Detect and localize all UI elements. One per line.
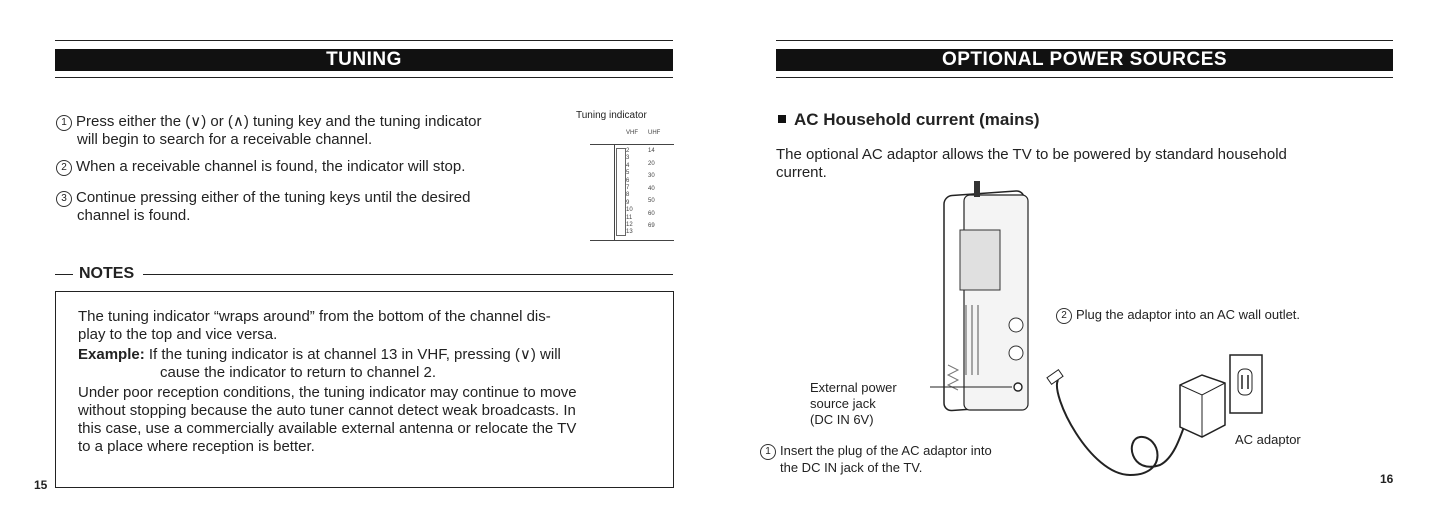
tuning-banner: TUNING (55, 49, 673, 71)
channel-label: 6 (626, 177, 630, 184)
notes-example: Example: If the tuning indicator is at channel 13 in VHF, pressing (∨) will cause the indicator to return to channel 2. (78, 346, 561, 381)
channel-label: 14 (648, 148, 655, 154)
notes-paragraph-2: Under poor reception conditions, the tuning indicator may continue to move without stopping because the auto tuner cannot detect weak broadcasts. In this case, use a commercially available external antenna or relocate the TV to a place where reception is better. (78, 384, 577, 455)
top-rule-left (55, 40, 673, 41)
ac-adaptor-icon (1180, 375, 1225, 437)
uhf-label: UHF (648, 130, 661, 136)
top-rule-right (776, 40, 1393, 41)
page-number-right: 16 (1380, 472, 1394, 486)
channel-label: 7 (626, 185, 630, 191)
example-label: Example: (78, 346, 145, 363)
channel-label: 2 (626, 148, 630, 154)
channel-label: 5 (626, 170, 630, 177)
channel-label: 10 (626, 207, 633, 214)
channel-label: 4 (626, 162, 630, 169)
channel-label: 13 (626, 229, 633, 236)
ac-adaptor-label: AC adaptor (1235, 432, 1301, 447)
step-number: 1 (56, 115, 72, 131)
banner-underline-right (776, 77, 1393, 78)
page-number-left: 15 (34, 478, 48, 492)
tuning-indicator-diagram (590, 128, 674, 242)
channel-label: 30 (648, 173, 655, 179)
step-2: 2 When a receivable channel is found, the indicator will stop. (56, 158, 576, 176)
step-1: 1 Press either the (∨) or (∧) tuning key and the tuning indicator will begin to search for a receivable channel. (56, 113, 576, 149)
notes-heading: NOTES (79, 265, 135, 282)
channel-label: 50 (648, 198, 655, 204)
banner-underline-left (55, 77, 673, 78)
channel-label: 9 (626, 199, 630, 206)
intro-text: The optional AC adaptor allows the TV to be powered by standard household current. (776, 146, 1287, 181)
power-sources-banner: OPTIONAL POWER SOURCES (776, 49, 1393, 71)
step-number: 3 (56, 191, 72, 207)
step-number: 2 (56, 160, 72, 176)
tv-device-icon (944, 181, 1028, 411)
power-cord-icon (1047, 370, 1195, 475)
channel-label: 60 (648, 210, 655, 217)
channel-label: 69 (648, 223, 655, 229)
channel-label: 8 (626, 192, 630, 199)
channel-label: 40 (648, 185, 655, 192)
wall-outlet-icon (1230, 355, 1262, 413)
jack-callout: External power source jack (DC IN 6V) (810, 380, 897, 427)
channel-label: 3 (626, 155, 630, 162)
section-title: AC Household current (mains) (778, 110, 1040, 130)
insert-callout: 1 Insert the plug of the AC adaptor into the DC IN jack of the TV. (760, 443, 992, 476)
step-3: 3 Continue pressing either of the tuning keys until the desired channel is found. (56, 189, 576, 225)
channel-label: 20 (648, 160, 655, 167)
plug-callout: 2 Plug the adaptor into an AC wall outlet. (1056, 307, 1300, 324)
vhf-label: VHF (626, 130, 638, 136)
square-bullet-icon (778, 115, 786, 123)
tuning-indicator-title: Tuning indicator (576, 110, 647, 121)
notes-paragraph-1: The tuning indicator “wraps around” from the bottom of the channel dis- play to the top and vice versa. (78, 308, 551, 343)
channel-label: 12 (626, 222, 633, 228)
notes-heading-row (55, 265, 673, 285)
channel-label: 11 (626, 214, 633, 221)
